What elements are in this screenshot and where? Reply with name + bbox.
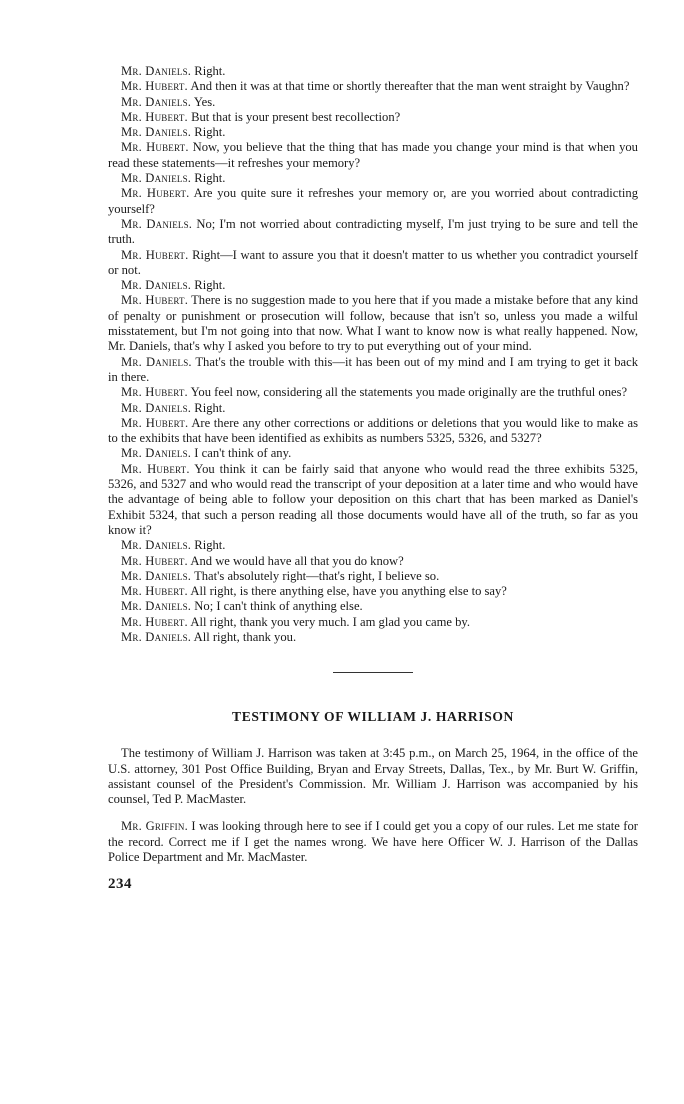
utterance-text: Now, you believe that the thing that has made you change your mind is that when you read these statements—it refreshes your memory? xyxy=(108,140,638,170)
dialogue-paragraph xyxy=(108,278,638,293)
section-heading: TESTIMONY OF WILLIAM J. HARRISON xyxy=(232,709,514,725)
dialogue-paragraph xyxy=(108,569,638,584)
dialogue-paragraph xyxy=(108,110,638,125)
speaker-label: Mr. Daniels. xyxy=(121,599,192,614)
closing-paragraph xyxy=(108,819,638,865)
utterance-text: That's absolutely right—that's right, I believe so. xyxy=(194,568,440,583)
speaker-label: Mr. Daniels. xyxy=(121,568,192,583)
speaker-label: Mr. Hubert. xyxy=(121,614,188,629)
speaker-label: Mr. Hubert. xyxy=(121,140,189,155)
speaker-label: Mr. Hubert. xyxy=(121,415,189,430)
dialogue-paragraph xyxy=(108,416,638,447)
utterance-text: You feel now, considering all the statements you made originally are the truthful ones? xyxy=(190,385,628,400)
dialogue-paragraph xyxy=(108,355,638,386)
speaker-label: Mr. Hubert. xyxy=(121,584,188,599)
utterance-text: Right—I want to assure you that it doesn't matter to us whether you contradict yourself or not. xyxy=(108,247,639,277)
utterance-text: I can't think of any. xyxy=(194,446,292,461)
speaker-label: Mr. Daniels. xyxy=(121,171,192,186)
dialogue-paragraph xyxy=(108,385,638,400)
speaker-label: Mr. Daniels. xyxy=(121,64,192,78)
utterance-text: And then it was at that time or shortly thereafter that the man went straight by Vaughn? xyxy=(190,79,630,94)
testimony-exchange xyxy=(108,64,638,645)
dialogue-paragraph xyxy=(108,615,638,630)
speaker-label: Mr. Daniels. xyxy=(121,278,192,293)
utterance-text: Right. xyxy=(194,538,226,553)
dialogue-paragraph xyxy=(108,538,638,553)
utterance-text: Right. xyxy=(194,125,226,140)
dialogue-paragraph xyxy=(108,79,638,94)
utterance-text: Right. xyxy=(194,278,226,293)
speaker-label: Mr. Hubert. xyxy=(121,553,188,568)
dialogue-paragraph xyxy=(108,446,638,461)
page-number: 234 xyxy=(108,876,132,893)
dialogue-paragraph xyxy=(108,293,638,354)
speaker-label: Mr. Hubert. xyxy=(121,385,188,400)
utterance-text: Yes. xyxy=(193,94,216,109)
utterance-text: But that is your present best recollection? xyxy=(191,109,401,124)
speaker-label: Mr. Daniels. xyxy=(121,125,192,140)
utterance-text: I was looking through here to see if I could get you a copy of our rules. Let me state for the record. Correct me if I get the names wrong. We have here Officer W. J. Harrison of the Dallas Police Department and Mr. MacMaster. xyxy=(108,819,638,865)
dialogue-paragraph xyxy=(108,217,638,248)
dialogue-paragraph xyxy=(108,584,638,599)
speaker-label: Mr. Hubert. xyxy=(121,461,190,476)
utterance-text: You think it can be fairly said that anyone who would read the three exhibits 5325, 5326, and 5327 and who would read the transcript of your deposition at a later time and who would have the advantage of being able to follow your deposition on this chart that has been marked as Daniel's Exhibit 5324, that such a person reading all those documents would have all of the truth, so far as you know it? xyxy=(108,461,638,537)
speaker-label: Mr. Daniels. xyxy=(121,446,192,461)
utterance-text: Right. xyxy=(194,400,226,415)
utterance-text: There is no suggestion made to you here that if you made a mistake before that any kind of penalty or punishment or prosecution will follow, because that isn't so, unless you made a wilful misstatement, but I'm not going into that now. What I want to know now is what really happened. Now, Mr. Daniels, that's why I asked you before to try to put everything out of your mind. xyxy=(108,293,638,354)
speaker-label: Mr. Griffin. xyxy=(121,819,188,834)
speaker-label: Mr. Daniels. xyxy=(121,400,192,415)
intro-paragraph: The testimony of William J. Harrison was taken at 3:45 p.m., on March 25, 1964, in the office of the U.S. attorney, 301 Post Office Building, Bryan and Ervay Streets, Dallas, Tex., by Mr. Burt W. Griffin, assistant counsel of the President's Commission. Mr. William J. Harrison was accompanied by his counsel, Ted P. MacMaster. xyxy=(108,746,638,807)
dialogue-paragraph xyxy=(108,462,638,538)
utterance-text: Right. xyxy=(194,64,226,78)
dialogue-paragraph xyxy=(108,554,638,569)
dialogue-paragraph xyxy=(108,64,638,79)
speaker-label: Mr. Daniels. xyxy=(121,538,192,553)
speaker-label: Mr. Hubert. xyxy=(121,293,189,308)
dialogue-paragraph xyxy=(108,401,638,416)
utterance-text: Are there any other corrections or additions or deletions that you would like to make as to the exhibits that have been identified as exhibits as numbers 5325, 5326, and 5327? xyxy=(108,415,638,446)
dialogue-paragraph xyxy=(108,630,638,645)
utterance-text: That's the trouble with this—it has been out of my mind and I am trying to get it back in there. xyxy=(108,354,639,384)
speaker-label: Mr. Daniels. xyxy=(121,629,192,644)
section-divider xyxy=(333,672,413,673)
document-page xyxy=(108,64,638,893)
speaker-label: Mr. Daniels. xyxy=(121,94,192,109)
dialogue-paragraph xyxy=(108,125,638,140)
dialogue-paragraph xyxy=(108,248,638,279)
utterance-text: All right, thank you. xyxy=(193,629,297,644)
utterance-text: All right, is there anything else, have you anything else to say? xyxy=(190,584,507,599)
utterance-text: Are you quite sure it refreshes your memory or, are you worried about contradicting yourself? xyxy=(108,186,638,216)
dialogue-paragraph xyxy=(108,599,638,614)
speaker-label: Mr. Hubert. xyxy=(121,79,188,94)
dialogue-paragraph xyxy=(108,140,638,171)
dialogue-paragraph xyxy=(108,186,638,217)
speaker-label: Mr. Hubert. xyxy=(121,247,189,262)
utterance-text: No; I can't think of anything else. xyxy=(194,599,363,614)
utterance-text: No; I'm not worried about contradicting myself, I'm just trying to be sure and tell the truth. xyxy=(108,216,638,247)
speaker-label: Mr. Hubert. xyxy=(121,109,188,124)
utterance-text: Right. xyxy=(194,171,226,186)
utterance-text: All right, thank you very much. I am glad you came by. xyxy=(190,614,471,629)
dialogue-paragraph xyxy=(108,95,638,110)
utterance-text: And we would have all that you do know? xyxy=(190,553,404,568)
speaker-label: Mr. Daniels. xyxy=(121,216,193,231)
speaker-label: Mr. Daniels. xyxy=(121,354,192,369)
speaker-label: Mr. Hubert. xyxy=(121,186,190,201)
dialogue-paragraph xyxy=(108,171,638,186)
